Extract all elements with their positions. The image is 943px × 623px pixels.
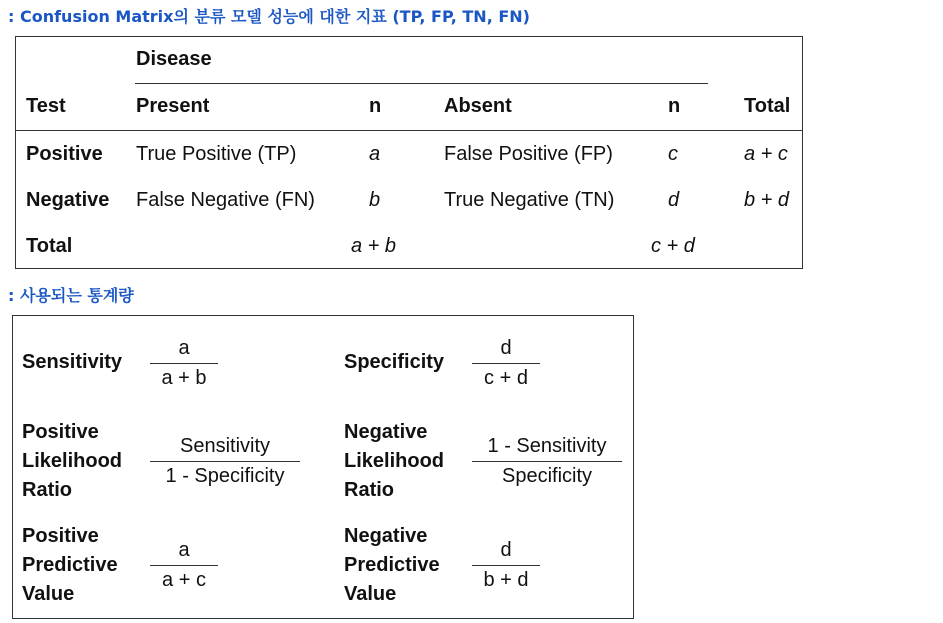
ppv-formula [150,536,218,595]
total-row-label: Total [26,235,73,257]
nlr-label-line-1: Negative [344,421,428,443]
npv-label-line-1: Negative [344,525,428,547]
nlr-label-line-2: Likelihood [344,450,444,472]
d-cell: d [668,189,680,211]
n-present-header: n [369,95,382,117]
tp-cell: True Positive (TP) [136,143,297,165]
tn-cell: True Negative (TN) [444,189,615,211]
ppv-label [22,522,118,609]
sensitivity-label: Sensitivity [22,351,123,373]
a-plus-c-cell: a + c [744,143,788,165]
ppv-numerator: a [178,539,190,561]
plr-label-line-1: Positive [22,421,99,443]
sensitivity-denominator: a + b [161,367,207,389]
nlr-label-line-3: Ratio [344,479,394,501]
n-absent-header: n [668,95,681,117]
plr-formula [150,432,300,491]
plr-numerator: Sensitivity [179,435,271,457]
ppv-label-line-2: Predictive [22,554,118,576]
total-header: Total [744,95,791,117]
npv-numerator: d [500,539,512,561]
plr-denominator: 1 - Specificity [165,465,285,487]
c-plus-d-cell: c + d [651,235,695,257]
plr-label-line-3: Ratio [22,479,72,501]
a-plus-b-cell: a + b [351,235,397,257]
confusion-matrix-table [15,36,803,269]
npv-denominator: b + d [483,569,529,591]
nlr-formula [472,432,622,491]
npv-label-line-3: Value [344,583,397,605]
nlr-label [344,418,444,505]
ppv-label-line-3: Value [22,583,75,605]
nlr-denominator: Specificity [501,465,593,487]
npv-label [344,522,440,609]
npv-formula [472,536,540,595]
disease-underline [135,83,708,84]
ppv-denominator: a + c [162,569,206,591]
sensitivity-numerator: a [178,337,190,359]
present-header: Present [136,95,210,117]
b-cell: b [369,189,381,211]
header-divider [16,130,802,131]
statistics-box [12,315,634,619]
sensitivity-formula [150,334,218,393]
fp-cell: False Positive (FP) [444,143,613,165]
nlr-numerator: 1 - Sensitivity [487,435,607,457]
c-cell: c [668,143,678,165]
negative-row-label: Negative [26,189,110,211]
specificity-label: Specificity [344,351,445,373]
absent-header: Absent [444,95,512,117]
b-plus-d-cell: b + d [744,189,790,211]
specificity-denominator: c + d [484,367,528,389]
positive-row-label: Positive [26,143,103,165]
fn-cell: False Negative (FN) [136,189,315,211]
specificity-numerator: d [500,337,512,359]
plr-label-line-2: Likelihood [22,450,122,472]
disease-header: Disease [136,48,212,70]
npv-label-line-2: Predictive [344,554,440,576]
test-header: Test [26,95,66,117]
confusion-matrix-title: : Confusion Matrix의 분류 모델 성능에 대한 지표 (TP, FP, TN, FN) [8,7,530,26]
plr-label [22,418,122,505]
specificity-formula [472,334,540,393]
ppv-label-line-1: Positive [22,525,99,547]
statistics-title: : 사용되는 통계량 [8,286,134,305]
a-cell: a [369,143,381,165]
